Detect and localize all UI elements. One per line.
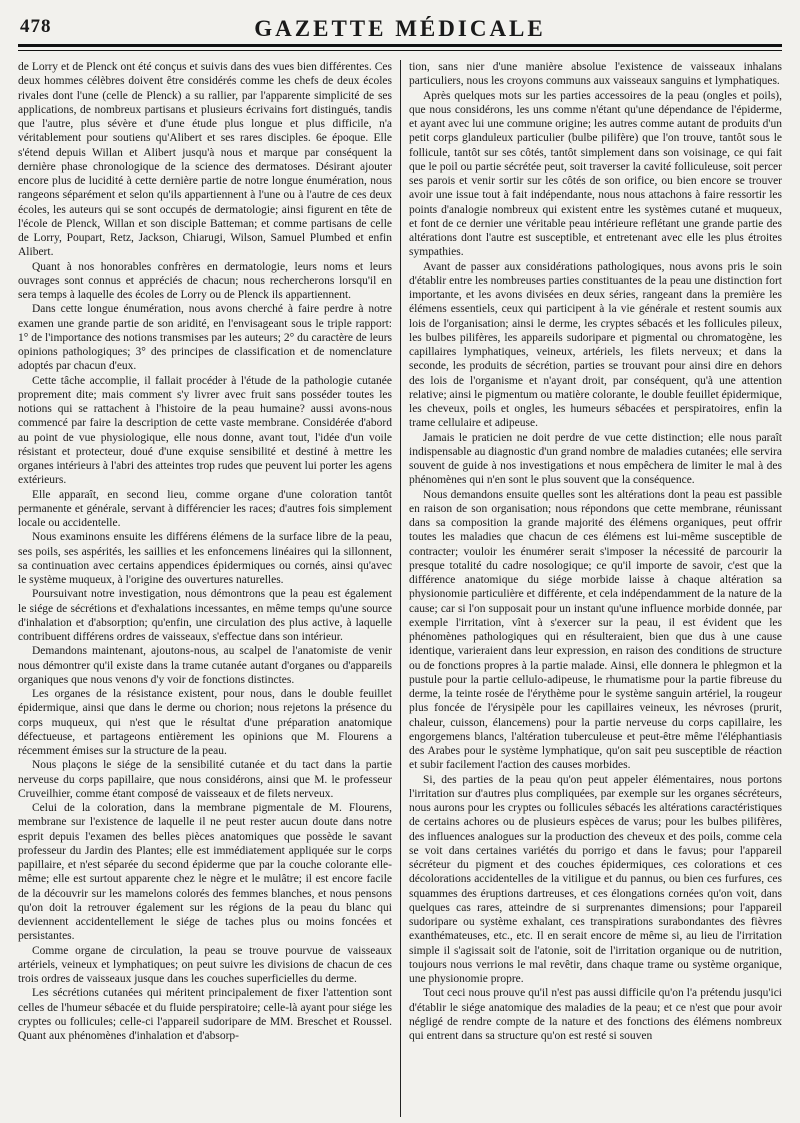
paragraph: Quant à nos honorables confrères en dermatologie, leurs noms et leurs ouvrages sont connus et appréciés de chacun; nous rechercherons lorsqu'il en sera temps à laquelle des écoles de Lorry ou de Plenck ils appartiennent. [18,260,392,301]
paragraph: Elle apparaît, en second lieu, comme organe d'une coloration tantôt permanente et générale, servant à différencier les races; d'autres fois simplement locale ou accidentelle. [18,488,392,529]
paragraph: Comme organe de circulation, la peau se trouve pourvue de vaisseaux artériels, veineux et lymphatiques; on peut suivre les divisions de chacun de ces trois ordres de vaisseaux jusque dans les couches superficielles du derme. [18,944,392,985]
paragraph: Nous demandons ensuite quelles sont les altérations dont la peau est passible en raison de son organisation; nous répondons que cette membrane, réunissant dans sa composition la grande majorité des élémens organiques, peut offrir toutes les maladies que chacun de ces élémens est lui-même susceptible de contracter; vouloir les énumérer serait s'imposer la nécessité de parcourir la presque totalité du cadre nosologique; ce qu'il importe de savoir, c'est que la différence anatomique du siége morbide laisse à chaque altération sa physionomie particulière et différente, et cela indépendamment de la nature de la cause; car si l'on supposait pour un instant qu'une influence morbide donnée, par exemple l'irritation, vînt à s'exercer sur la peau, il est évident que les phénomènes pathologiques qui en résulteraient, bien que dus à une cause identique, varieraient dans leur expression, en raison des conditions de structure ou de fonctions propres à la partie malade. Ainsi, elle donnera le phlegmon et la pustule pour la partie cellulo-adipeuse, le rhumatisme pour la partie fibreuse du derme, la teinte rosée de l'érythème pour le système sanguin artériel, la rougeur plus foncée de l'érysipèle pour les capillaires veineux, les névroses (prurit, chaleur, cuisson, élancemens) pour la partie nerveuse du corps capillaire, les engorgemens blancs, l'altération tuberculeuse et peut-être même l'éléphantiasis des Arabes pour le système lymphatique, qu'on sait peu susceptible de réaction et subir facilement l'action des causes morbides. [409,488,782,772]
right-column [400,60,782,1117]
paragraph: Dans cette longue énumération, nous avons cherché à faire perdre à notre examen une grande partie de son aridité, en l'envisageant sous le triple rapport: 1° de l'importance des notions transmises par les auteurs; 2° du caractère de leurs opinions pathologiques; 3° des principes de classification et de nomenclature adoptés par chacun d'eux. [18,303,392,373]
paragraph: Demandons maintenant, ajoutons-nous, au scalpel de l'anatomiste de venir nous démontrer qu'il existe dans la trame cutanée autant d'organes ou d'appareils organiques que nous venons d'y voir de fonctions distinctes. [18,645,392,686]
header-rule-thin [18,50,782,51]
paragraph: Tout ceci nous prouve qu'il n'est pas aussi difficile qu'on l'a prétendu jusqu'ici d'établir le siége anatomique des maladies de la peau; et ce n'est que pour avoir négligé de rendre compte de la nature et des fonctions des élémens nombreux qui entrent dans sa structure qu'on est resté si souven [409,987,782,1042]
paragraph: Cette tâche accomplie, il fallait procéder à l'étude de la pathologie cutanée proprement dite; mais comment s'y livrer avec fruit sans posséder toutes les notions qui se rattachent à l'histoire de la peau humaine? aussi avons-nous commencé par faire la description de cette vaste membrane. Considérée d'abord au point de vue physiologique, elle nous donne, avant tout, l'idée d'un voile résistant et protecteur, doué d'une exquise sensibilité et destiné à mettre les organes intérieurs à l'abri des atteintes trop rudes que peuvent lui porter les agens extérieurs. [18,374,392,487]
page-header [18,14,782,54]
header-rule-thick [18,44,782,47]
paragraph: Avant de passer aux considérations pathologiques, nous avons pris le soin d'établir entre les nombreuses parties constituantes de la peau une distinction fort importante, et les avons divisées en deux séries, rangeant dans la première les élémens essentiels, ceux qui participent à la vie générale et restent soumis aux lois de l'organisation; ainsi le derme, les cryptes sébacés et les follicules pileux, les bulbes pilifères, les appareils sudoripare et pigmental ou chromatogène, les capillaires lymphatiques, veineux, artériels, les filets nerveux; et dans la seconde, les produits de sécrétion, parties se trouvant pour ainsi dire en dehors des lois de l'organisme et n'ayant droit, par conséquent, qu'à une attention relative; ainsi le pigmentum ou matière colorante, le double feuillet épidermique, les cheveux, poils et ongles, les humeurs sébacées et perspiratoires, enfin la trame cellulaire et adipeuse. [409,260,782,430]
paragraph: tion, sans nier d'une manière absolue l'existence de vaisseaux inhalans particuliers, nous les croyons communs aux vaisseaux sanguins et lymphatiques. [409,61,782,88]
paragraph: Si, des parties de la peau qu'on peut appeler élémentaires, nous portons l'irritation sur d'autres plus compliquées, par exemple sur les organes sécréteurs, nous aurons pour les cryptes ou follicules sébacés les altérations caractéristiques de certains achores ou de plusieurs espèces de varus; pour les bulbes pilifères, des influences analogues sur la production des cheveux et des poils, comme cela se voit dans certaines variétés du porrigo et dans le favus; pour l'appareil sécréteur du pigment et des couches épidermiques, ces colorations et ces décolorations accidentelles de la vitiligue et du pannus, ou bien ces furfures, ces squammes des éruptions dartreuses, et ces élongations cornées qu'on voit, dans quelques cas rares, atteindre de si surprenantes dimensions; pour l'appareil sudoripare ou système exhalant, ces transpirations surabondantes des fièvres exanthémateuses, etc., etc. Il en serait encore de même si, au lieu de l'irritation simple il s'agissait soit de l'atonie, soit de l'irritation organique ou de nutrition, toujours nous verrions le mal revêtir, dans chaque trame ou système organique, une physionomie propre. [409,773,782,985]
left-column [18,60,400,1117]
journal-title: GAZETTE MÉDICALE [254,16,546,41]
paragraph: Celui de la coloration, dans la membrane pigmentale de M. Flourens, membrane sur l'existence de laquelle il ne peut rester aucun doute dans notre esprit depuis l'examen des belles pièces anatomiques que possède le savant professeur du Jardin des Plantes; elle est immédiatement appliquée sur le corps papillaire, et n'est séparée du second épiderme que par la couche colorante elle-même; elle est surtout apparente chez le nègre et le mulâtre; il est encore facile de la découvrir sur les mamelons colorés des femmes blanches, et nous pensons qu'on doit la retrouver également sur les régions de la peau du blanc qui deviennent accidentellement le siége de taches plus ou moins foncées et persistantes. [18,802,392,943]
paragraph: Nous examinons ensuite les différens élémens de la surface libre de la peau, ses poils, ses aspérités, les saillies et les enfoncemens linéaires qui la sillonnent, sa continuation avec certains appendices épidermiques ou cornés, ainsi qu'avec le système muqueux, à l'origine des ouvertures naturelles. [18,531,392,586]
paragraph: Nous plaçons le siége de la sensibilité cutanée et du tact dans la partie nerveuse du corps papillaire, que nous considérons, ainsi que M. le professeur Cruveilhier, comme étant composé de vaisseaux et de filets nerveux. [18,759,392,800]
article-columns [18,60,782,1117]
paragraph: Les organes de la résistance existent, pour nous, dans le double feuillet épidermique, ainsi que dans le derme ou chorion; nous rejetons la présence du corps muqueux, qui n'est que le résultat d'une préparation anatomique défectueuse, et partageons entièrement les opinions que M. Flourens a récemment émises sur la structure de la peau. [18,688,392,757]
paragraph: Jamais le praticien ne doit perdre de vue cette distinction; elle nous paraît indispensable au diagnostic d'un grand nombre de maladies cutanées; elle servira souvent de guide à nos investigations et nous empêchera de limiter le mal à des phénomènes qui n'en sont le plus souvent que la conséquence. [409,431,782,487]
paragraph: Poursuivant notre investigation, nous démontrons que la peau est également le siége de sécrétions et d'exhalations incessantes, en même temps qu'une source d'inhalation et d'absorption; qu'enfin, une circulation des plus active, à laquelle contribuent différens ordres de vaisseaux, s'effectue dans son intérieur. [18,588,392,643]
paragraph: Les sécrétions cutanées qui méritent principalement de fixer l'attention sont celles de l'humeur sébacée et du fluide perspiratoire; celle-là ayant pour siége les cryptes ou follicules; celle-ci l'appareil sudoripare de MM. Breschet et Roussel. Quant aux phénomènes d'inhalation et d'absorp- [18,987,392,1042]
paragraph: de Lorry et de Plenck ont été conçus et suivis dans des vues bien différentes. Ces deux hommes célèbres doivent être considérés comme les chefs de deux écoles rivales dont l'une (celle de Plenck) a su rallier, par l'apparente simplicité de ses applications, de nombreux partisans et plusieurs écrivains fort distingués, tandis que l'autre, plus sévère et d'une étude plus longue et plus difficile, n'a véritablement pour soutiens qu'Alibert et ses rares disciples. 6e époque. Elle s'étend depuis Willan et Alibert jusqu'à nous et marque par conséquent la dernière phase chronologique de la science des dermatoses. Désirant ajouter encore plus de lucidité à cette dernière partie de notre longue énumération, nous rangeons séparément et selon qu'ils appartiennent à l'une ou à l'autre de ces deux écoles, les auteurs qui se sont occupés de dermatologie; ainsi figurent en tête de l'école de Plenck, Willan et son disciple Batteman; et comme partisans de celle de Lorry, Poupart, Retz, Jackson, Chiarugi, Wilson, Samuel Plumbed et enfin Alibert. [18,61,392,259]
page-number: 478 [20,16,52,37]
paragraph: Après quelques mots sur les parties accessoires de la peau (ongles et poils), que nous considérons, les uns comme n'étant qu'une dépendance de l'épiderme, et ayant avec lui une commune origine; les autres comme autant de produits d'un petit corps glanduleux particulier (bulbe pilifère) que l'on trouve, tantôt sous le follicule, tantôt sur ses côtés, tantôt simplement dans son voisinage, ce qui fait que le poil ou partie sécrétée peut, soit traverser la cavité folliculeuse, soit percer ses parois et venir sortir sur les côtés de son orifice, ou bien encore se trouver avoir une issue tout à fait indépendante, nous nous attachons à faire ressortir les points d'analogie nombreux qui existent entre les systèmes cutané et muqueux, et font de ce dernier une véritable peau intérieure reflétant une grande partie des altérations dont l'autre est susceptible, et entretenant avec elle les plus étroites sympathies. [409,89,782,259]
